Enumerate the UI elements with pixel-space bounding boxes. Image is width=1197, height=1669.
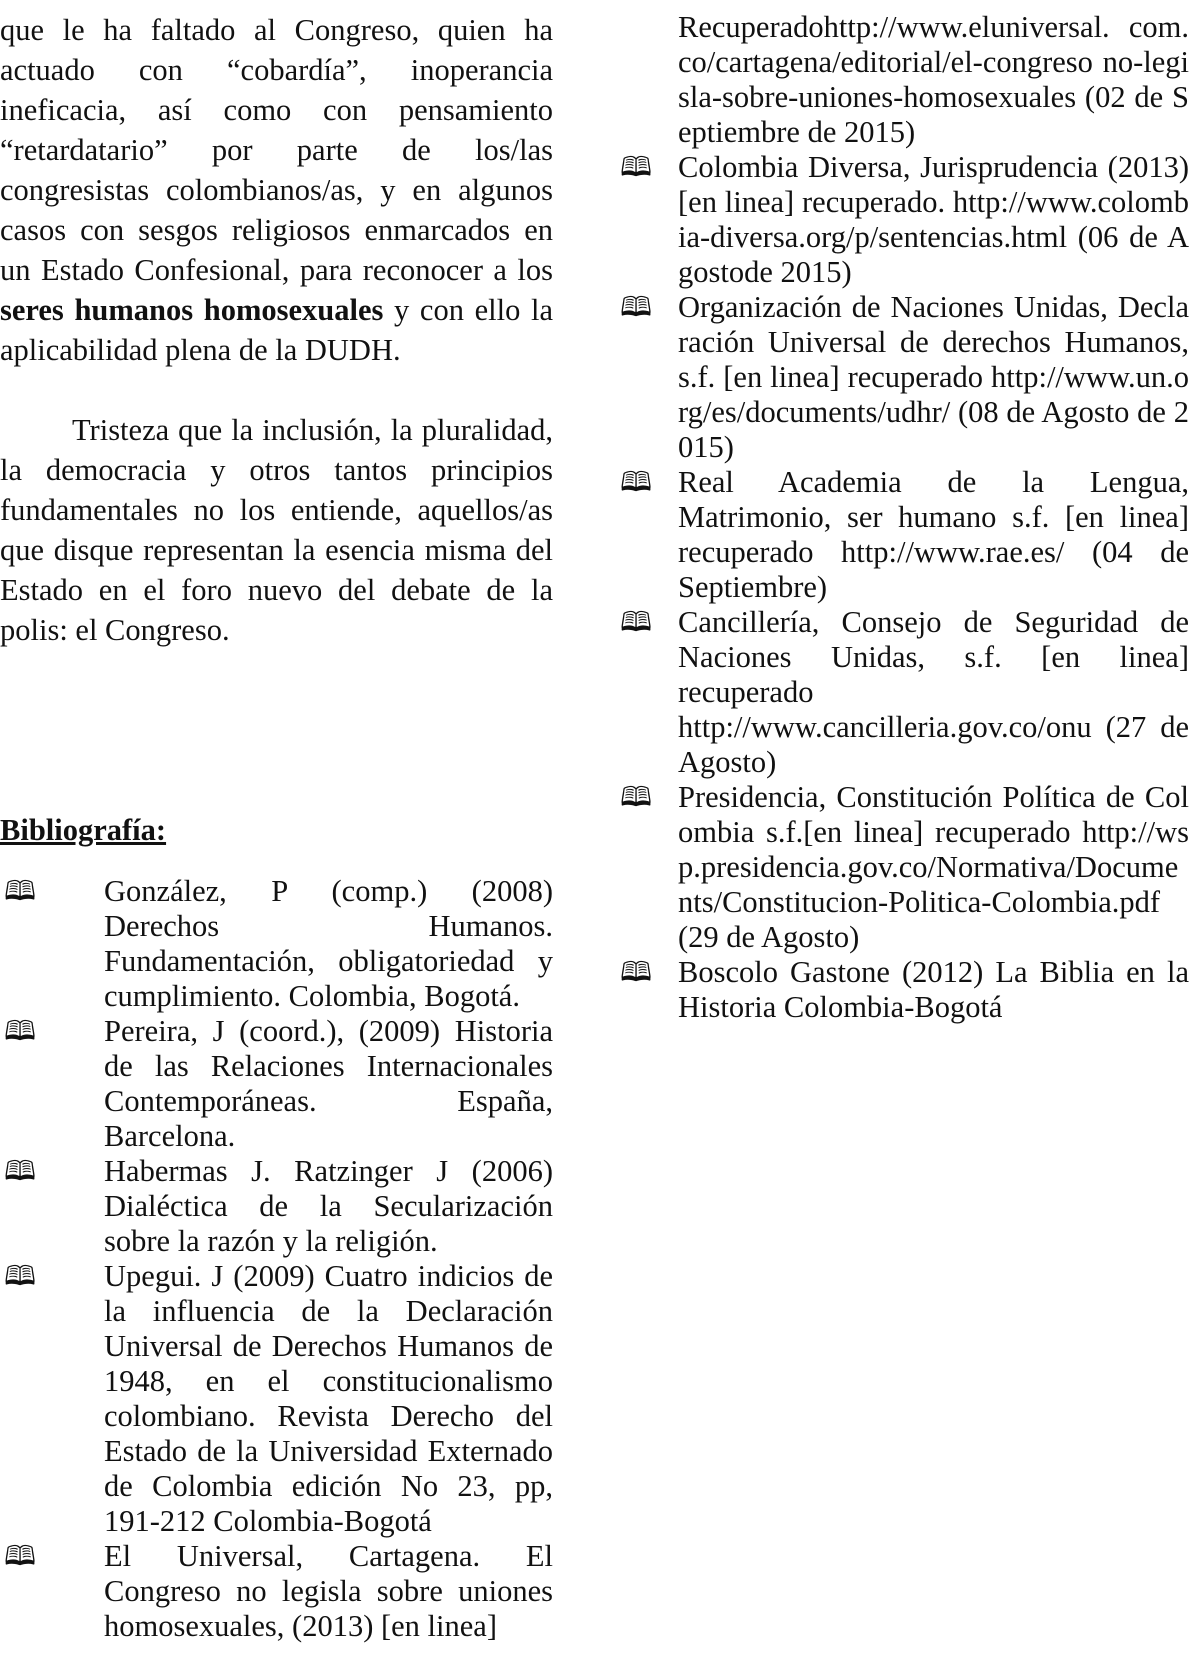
book-icon: 🕮 — [4, 1541, 36, 1572]
bibliography-text: Upegui. J (2009) Cuatro indicios de la influencia de la Declaración Universal de Derechos Humanos de 1948, en el constitucionalismo colombiano. Revista Derecho del Estado de la Universidad Externado de Colombia edición No 23, pp, 191-212 Colombia-Bogotá — [104, 1259, 553, 1538]
bibliography-list-right — [616, 150, 1189, 1025]
bibliography-text: Boscolo Gastone (2012) La Biblia en la Historia Colombia-Bogotá — [678, 955, 1189, 1024]
book-icon: 🕮 — [4, 1016, 36, 1047]
paragraph-text: que le ha faltado al Congreso, quien ha actuado con “cobardía”, inoperancia ineficacia, así como con pensamiento “retardatario” por parte de los/las congresistas colombianos/as, y en algunos casos con sesgos religiosos enmarcados en un Estado Confesional, para reconocer a los — [0, 13, 553, 287]
bibliography-text: Habermas J. Ratzinger J (2006) Dialéctica de la Secularización sobre la razón y la religión. — [104, 1154, 553, 1258]
bibliography-item — [0, 1539, 553, 1644]
bibliography-heading: Bibliografía: — [0, 813, 167, 847]
book-icon: 🕮 — [620, 292, 652, 323]
bibliography-item — [616, 290, 1189, 465]
bibliography-item — [616, 955, 1189, 1025]
bibliography-text: Pereira, J (coord.), (2009) Historia de las Relaciones Internacionales Contemporáneas. España, Barcelona. — [104, 1014, 553, 1153]
bibliography-text: Presidencia, Constitución Política de Colombia s.f.[en linea] recuperado http://wsp.presidencia.gov.co/Normativa/Documents/Constitucion-Politica-Colombia.pdf (29 de Agosto) — [678, 780, 1189, 954]
bibliography-item — [616, 605, 1189, 780]
bibliography-item — [0, 874, 553, 1014]
bibliography-text: Cancillería, Consejo de Seguridad de Naciones Unidas, s.f. [en linea] recuperado http://www.cancilleria.gov.co/onu (27 de Agosto) — [678, 605, 1189, 779]
book-icon: 🕮 — [4, 876, 36, 907]
left-column — [0, 10, 553, 1644]
bibliography-text: El Universal, Cartagena. El Congreso no legisla sobre uniones homosexuales, (2013) [en linea] — [104, 1539, 553, 1643]
bold-phrase: seres humanos homosexuales — [0, 293, 384, 327]
bibliography-item — [0, 1014, 553, 1154]
bibliography-item — [616, 465, 1189, 605]
book-icon: 🕮 — [620, 607, 652, 638]
book-icon: 🕮 — [4, 1261, 36, 1292]
book-icon: 🕮 — [620, 957, 652, 988]
book-icon: 🕮 — [620, 782, 652, 813]
bibliography-list-left — [0, 874, 553, 1644]
bibliography-item — [0, 1259, 553, 1539]
right-column — [616, 10, 1189, 1025]
bibliography-text: González, P (comp.) (2008) Derechos Humanos. Fundamentación, obligatoriedad y cumplimiento. Colombia, Bogotá. — [104, 874, 553, 1013]
conclusion-paragraph — [0, 10, 553, 370]
bibliography-continuation: Recuperadohttp://www.eluniversal. com.co/cartagena/editorial/el-congreso no-legisla-sobre-uniones-homosexuales (02 de Septiembre de 2015) — [678, 10, 1189, 149]
book-icon: 🕮 — [4, 1156, 36, 1187]
bibliography-item — [616, 780, 1189, 955]
bibliography-text: Organización de Naciones Unidas, Declaración Universal de derechos Humanos, s.f. [en linea] recuperado http://www.un.org/es/documents/udhr/ (08 de Agosto de 2015) — [678, 290, 1189, 464]
bibliography-item — [0, 1154, 553, 1259]
book-icon: 🕮 — [620, 467, 652, 498]
closing-paragraph: Tristeza que la inclusión, la pluralidad, la democracia y otros tantos principios fundamentales no los entiende, aquellos/as que disque representan la esencia misma del Estado en el foro nuevo del debate de la polis: el Congreso. — [0, 413, 553, 647]
bibliography-item — [616, 150, 1189, 290]
bibliography-text: Real Academia de la Lengua, Matrimonio, ser humano s.f. [en linea] recuperado http://www.rae.es/ (04 de Septiembre) — [678, 465, 1189, 604]
bibliography-text: Colombia Diversa, Jurisprudencia (2013) [en linea] recuperado. http://www.colombia-diversa.org/p/sentencias.html (06 de Agostode 2015) — [678, 150, 1189, 289]
paragraph-text-end: y con ello la aplicabilidad plena de la DUDH. — [0, 293, 553, 367]
book-icon: 🕮 — [620, 152, 652, 183]
